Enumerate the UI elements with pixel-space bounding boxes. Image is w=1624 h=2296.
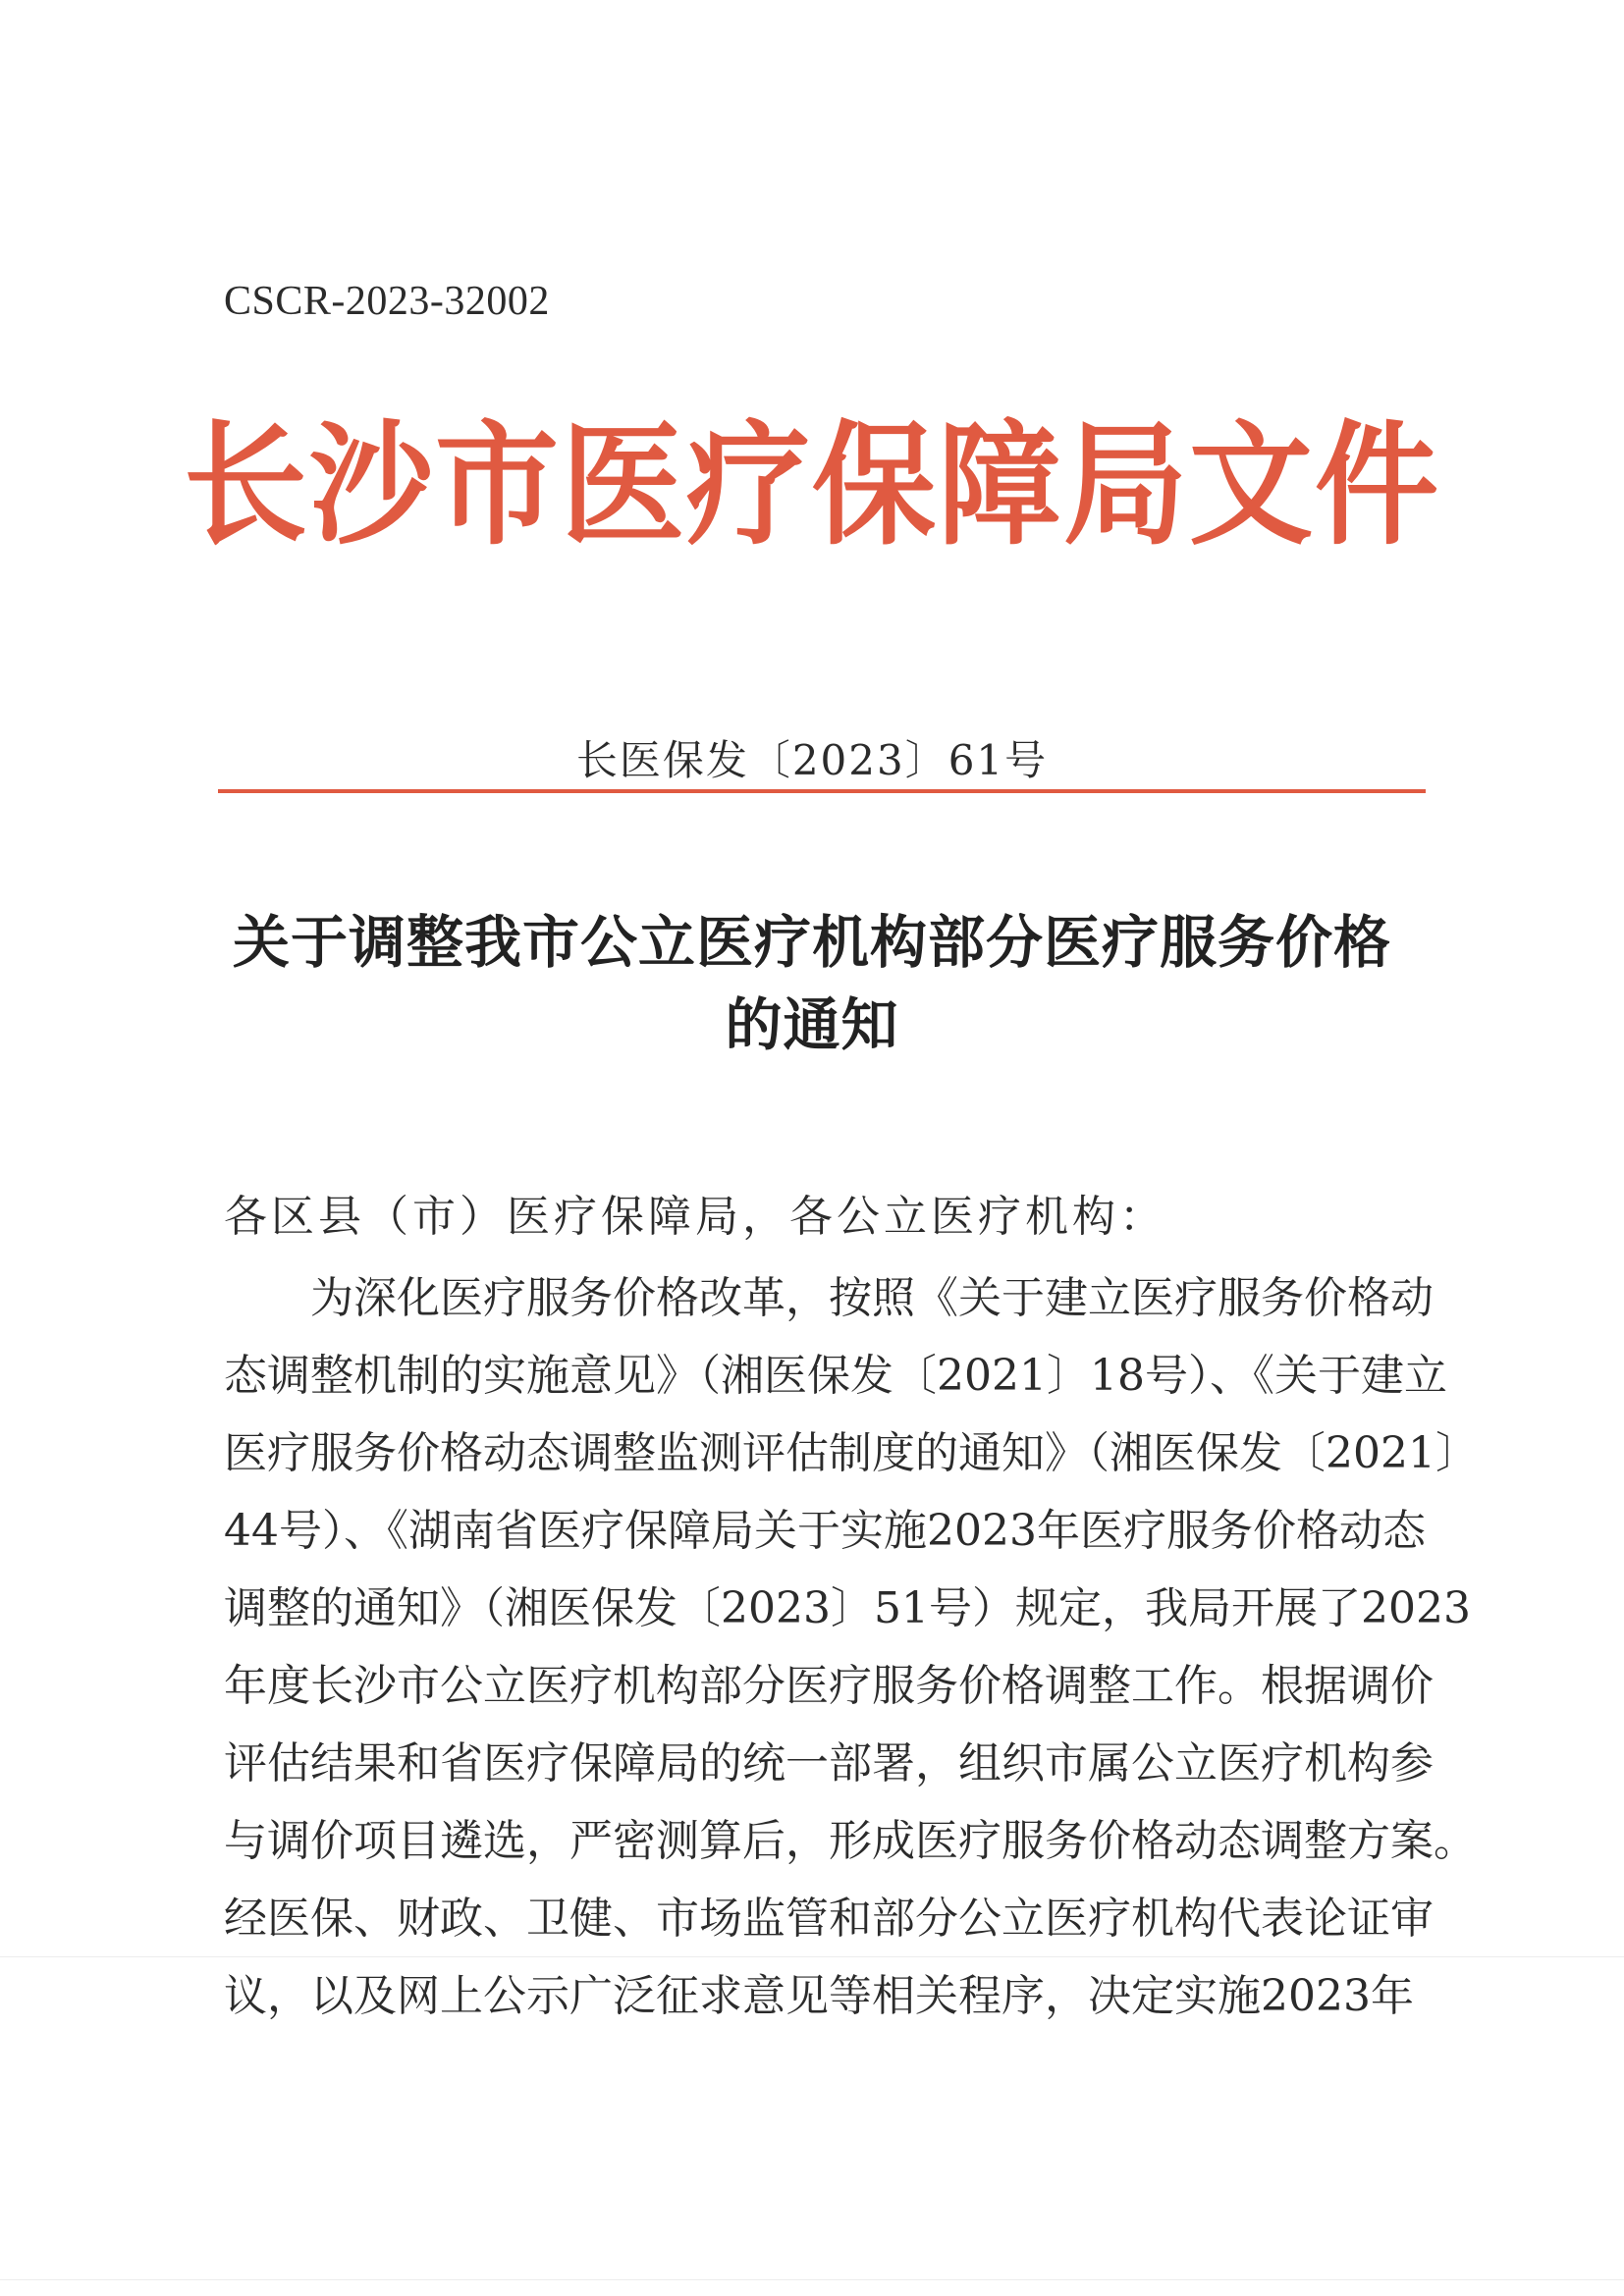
body-line: 44号）、《湖南省医疗保障局关于实施2023年医疗服务价格动态 — [224, 1506, 1426, 1556]
document-number: 长医保发〔2023〕61号 — [575, 736, 1049, 784]
body-line: 年度长沙市公立医疗机构部分医疗服务价格调整工作。根据调价 — [224, 1661, 1434, 1711]
body-text — [224, 1259, 1479, 2035]
body-line: 议，以及网上公示广泛征求意见等相关程序，决定实施2023年 — [224, 1971, 1414, 2021]
body-line: 与调价项目遴选，严密测算后，形成医疗服务价格动态调整方案。 — [224, 1816, 1477, 1866]
notice-title-line-2: 的通知 — [725, 991, 899, 1058]
body-line: 为深化医疗服务价格改革，按照《关于建立医疗服务价格动 — [310, 1273, 1434, 1323]
salutation: 各区县（市）医疗保障局，各公立医疗机构： — [224, 1192, 1166, 1242]
issuing-organization-header: 长沙市医疗保障局文件 — [184, 406, 1440, 563]
scan-artifact-line — [0, 2279, 1624, 2280]
body-line: 态调整机制的实施意见》（湘医保发〔2021〕18号）、《关于建立 — [224, 1351, 1447, 1401]
body-line: 评估结果和省医疗保障局的统一部署，组织市属公立医疗机构参 — [224, 1738, 1434, 1789]
body-line: 经医保、财政、卫健、市场监管和部分公立医疗机构代表论证审 — [224, 1894, 1434, 1944]
notice-title-line-1: 关于调整我市公立医疗机构部分医疗服务价格 — [232, 909, 1391, 976]
scan-artifact-line — [0, 1956, 1624, 1957]
body-line: 医疗服务价格动态调整监测评估制度的通知》（湘医保发〔2021〕 — [224, 1428, 1479, 1478]
body-line: 调整的通知》（湘医保发〔2023〕51号）规定，我局开展了2023 — [224, 1583, 1471, 1633]
red-divider-line — [218, 789, 1426, 793]
notice-title — [196, 901, 1428, 1066]
document-code: CSCR-2023-32002 — [224, 279, 550, 324]
